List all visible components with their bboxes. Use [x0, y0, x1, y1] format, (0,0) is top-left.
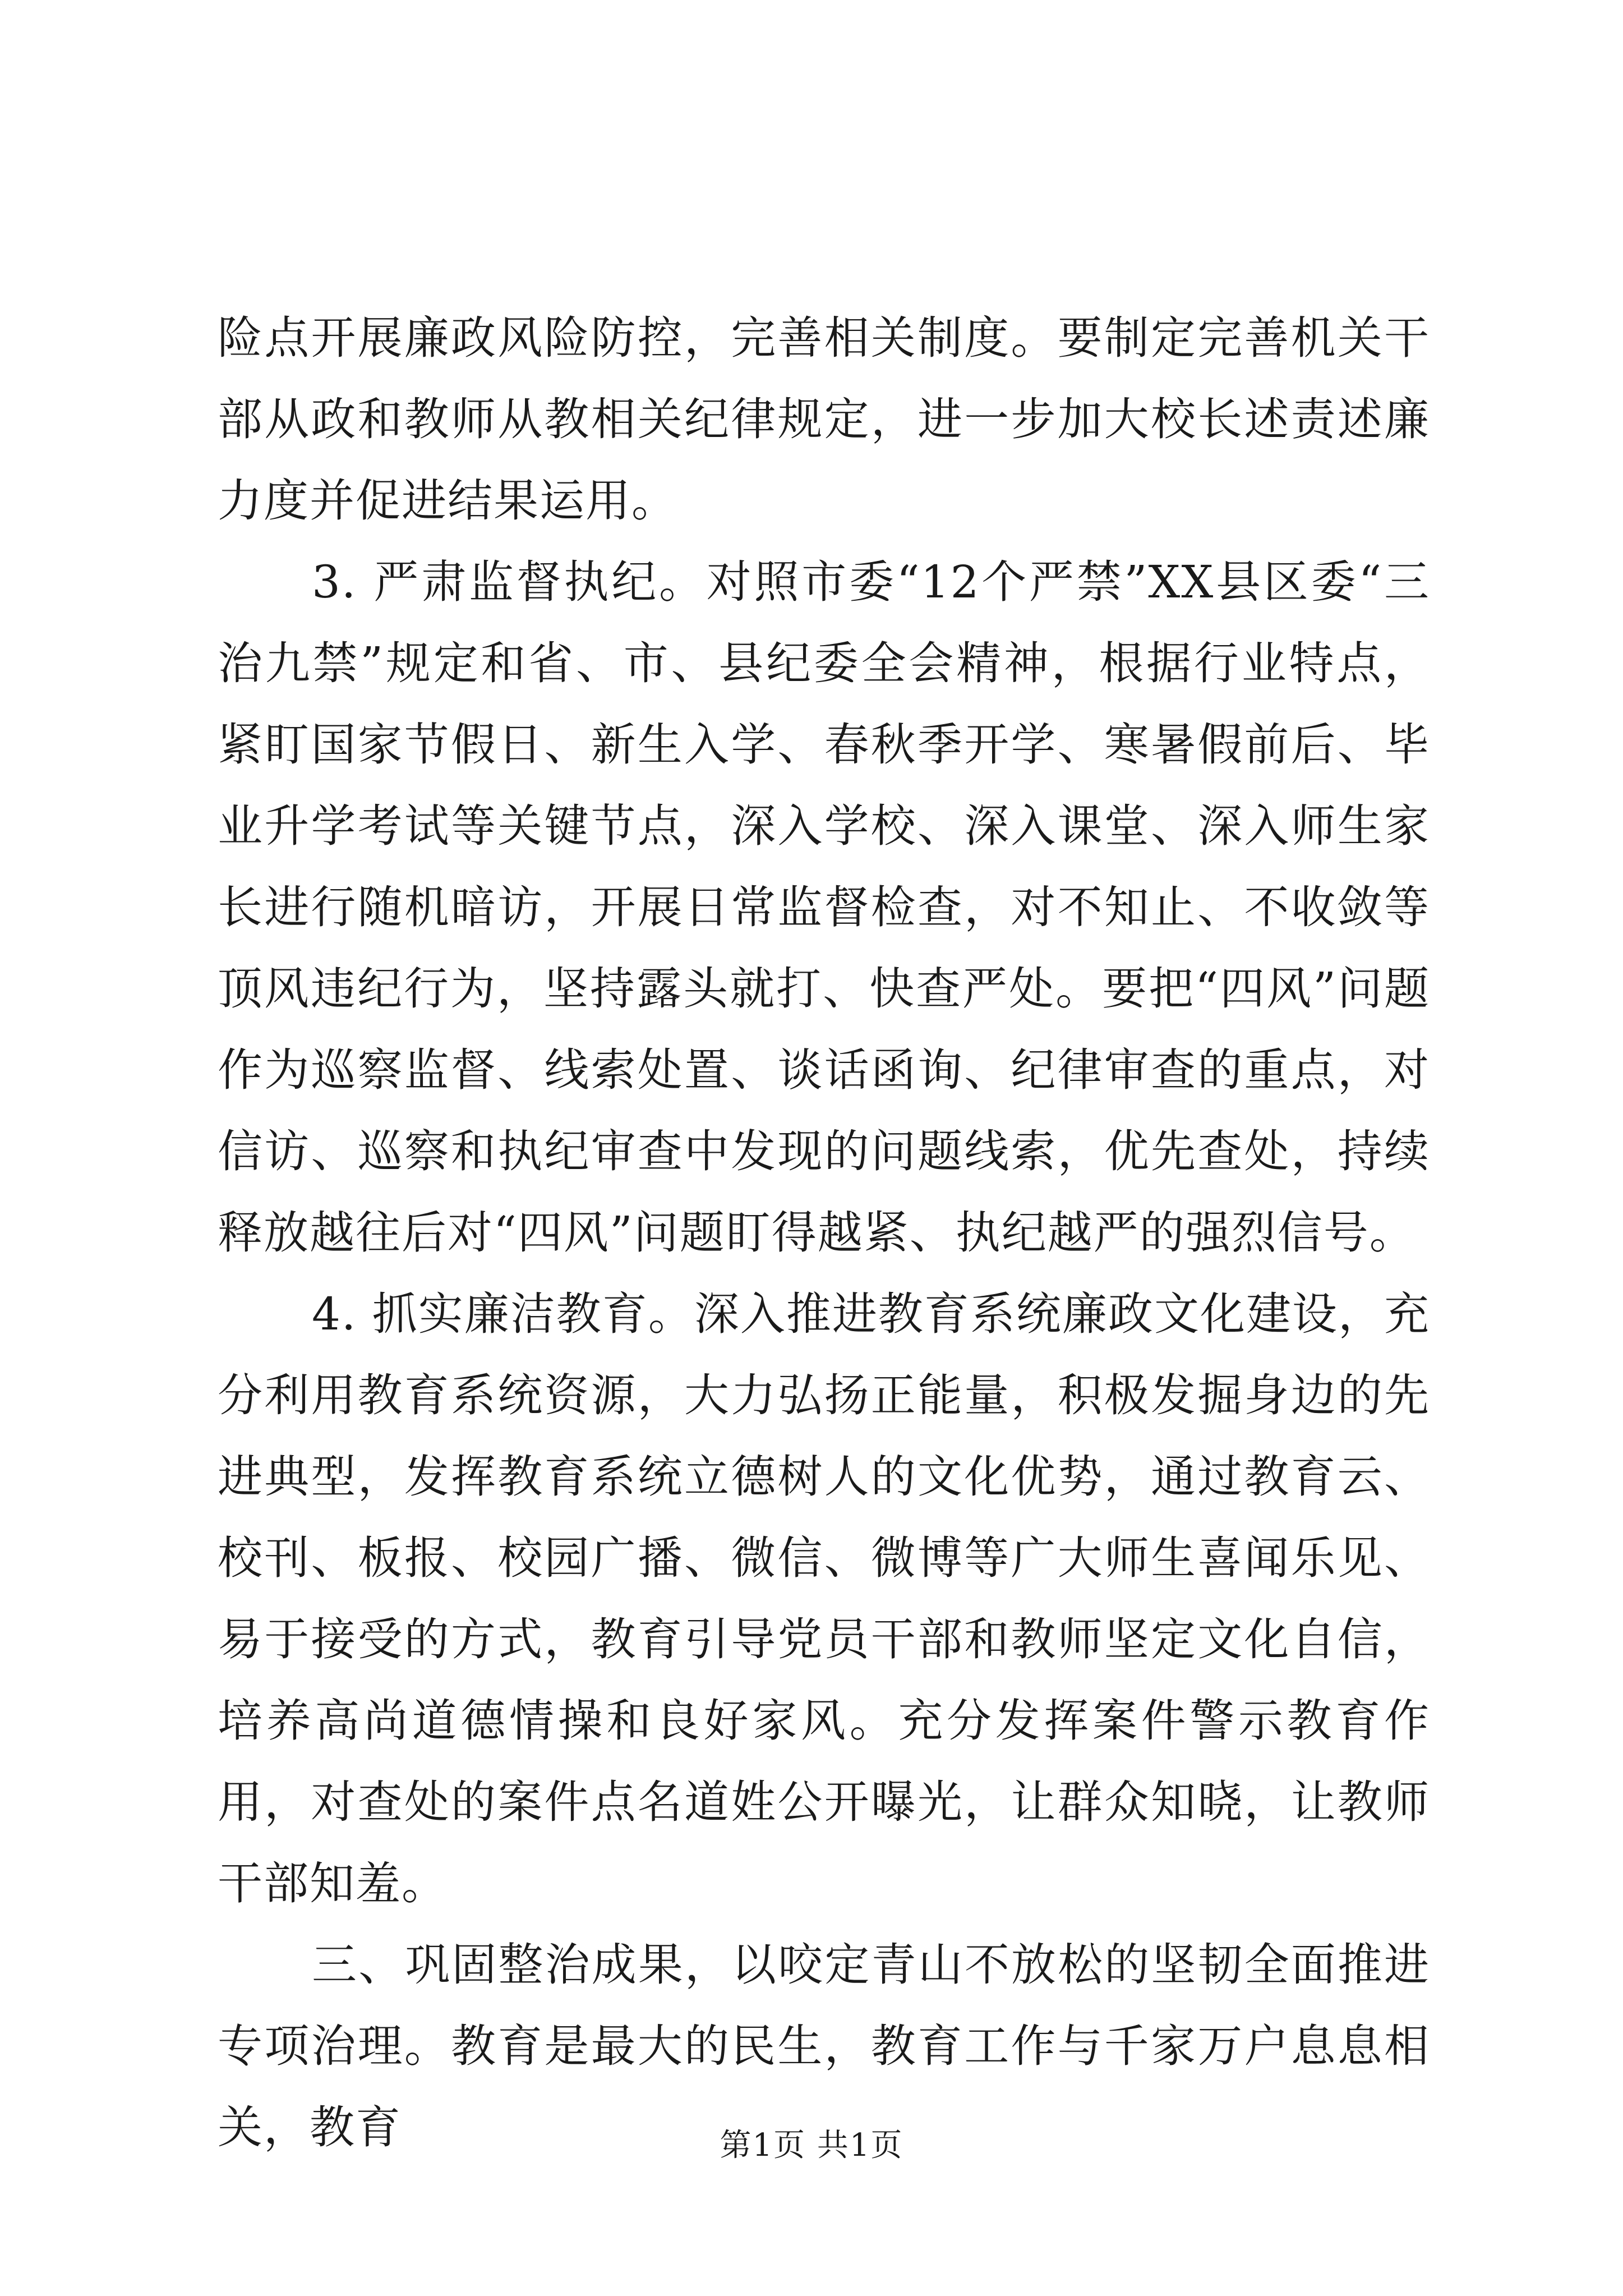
document-body	[218, 297, 1430, 2168]
paragraph-integrity-education: 4. 抓实廉洁教育。深入推进教育系统廉政文化建设，充分利用教育系统资源，大力弘扬正能量，积极发掘身边的先进典型，发挥教育系统立德树人的文化优势，通过教育云、校刊、板报、校园广播、微信、微博等广大师生喜闻乐见、易于接受的方式，教育引导党员干部和教师坚定文化自信，培养高尚道德情操和良好家风。充分发挥案件警示教育作用，对查处的案件点名道姓公开曝光，让群众知晓，让教师干部知羞。	[218, 1288, 1430, 1910]
page-footer: 第1页 共1页	[720, 2127, 903, 2164]
paragraph-supervision: 3. 严肃监督执纪。对照市委“12个严禁”XX县区委“三治九禁”规定和省、市、县纪委全会精神，根据行业特点，紧盯国家节假日、新生入学、春秋季开学、寒暑假前后、毕业升学考试等关键节点，深入学校、深入课堂、深入师生家长进行随机暗访，开展日常监督检查，对不知止、不收敛等顶风违纪行为，坚持露头就打、快查严处。要把“四风”问题作为巡察监督、线索处置、谈话函询、纪律审查的重点，对信访、巡察和执纪审查中发现的问题线索，优先查处，持续释放越往后对“四风”问题盯得越紧、执纪越严的强烈信号。	[218, 556, 1430, 1259]
paragraph-continuation: 险点开展廉政风险防控，完善相关制度。要制定完善机关干部从政和教师从教相关纪律规定，进一步加大校长述责述廉力度并促进结果运用。	[218, 312, 1430, 527]
paragraph-section-three: 三、巩固整治成果，以咬定青山不放松的坚韧全面推进专项治理。教育是最大的民生，教育工作与千家万户息息相关，教育	[218, 1939, 1430, 2154]
